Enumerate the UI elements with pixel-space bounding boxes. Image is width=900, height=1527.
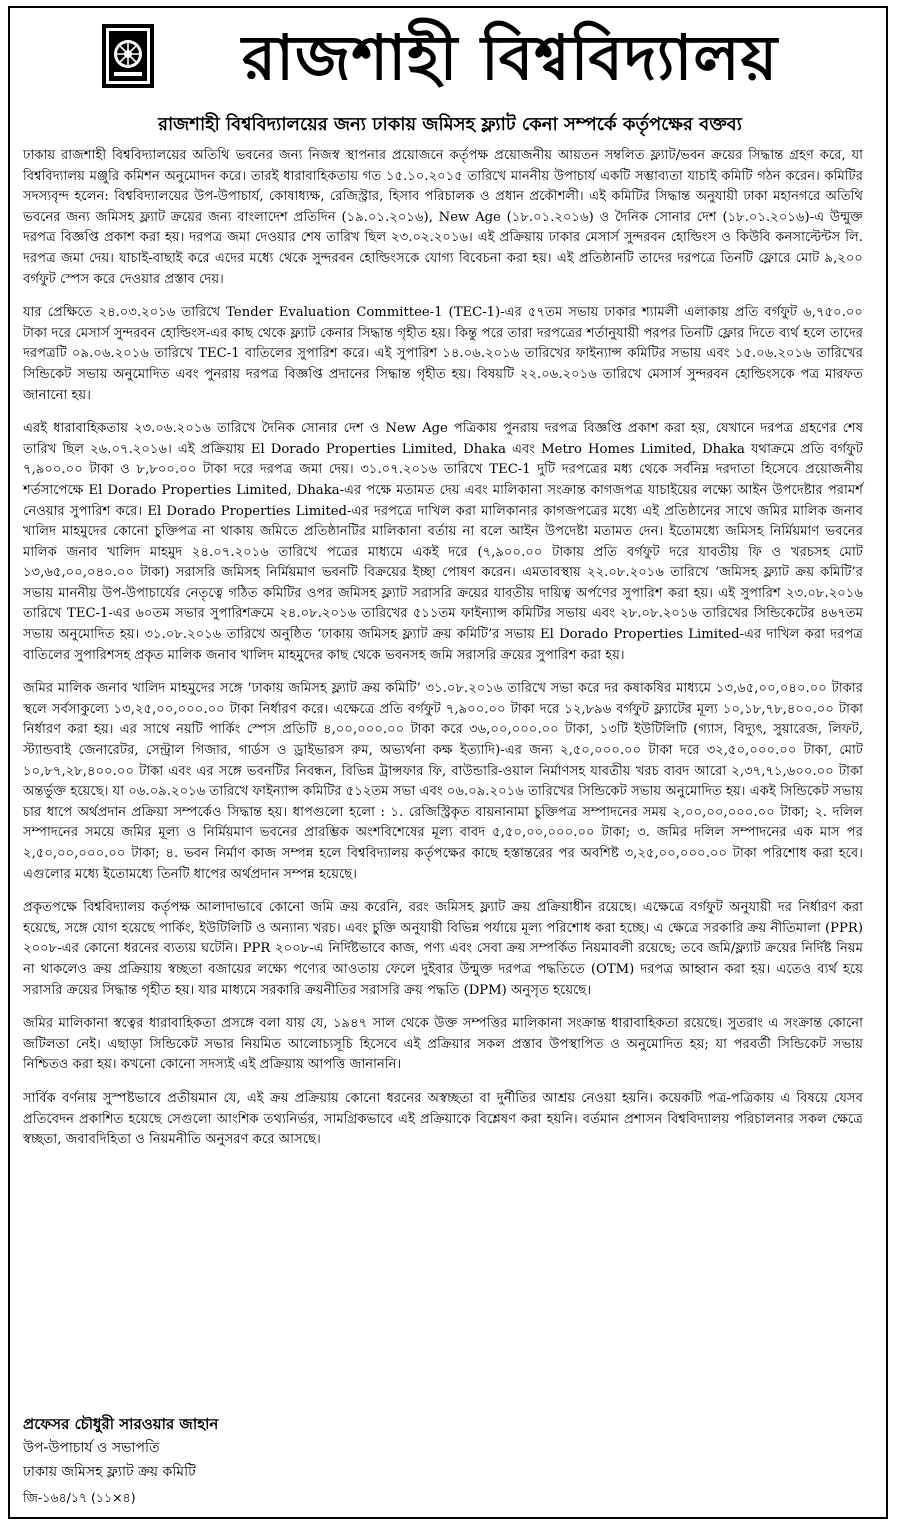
paragraph-7: সার্বিক বর্ণনায় সুস্পষ্টভাবে প্রতীয়মান যে, এই ক্রয় প্রক্রিয়ায় কোনো ধরনের অস্বচ্ছতা বা দুর্নীতির আশ্রয় নেওয়া হয়নি। কয়েকটি পত্র-পত্রিকায় এ বিষয়ে যেসব প্রতিবেদন প্রকাশিত হয়েছে সেগুলো আংশিক তথ্যনির্ভর, সামগ্রিকভাবে এই প্রক্রিয়াকে বিশ্লেষণ করা হয়নি। বর্তমান প্রশাসন বিশ্ববিদ্যালয় পরিচালনার সকল ক্ষেত্রে স্বচ্ছতা, জবাবদিহিতা ও নিয়মনীতি অনুসরণ করে আসছে। <box>23 1090 863 1148</box>
university-crest-icon <box>100 22 156 90</box>
signatory-name: প্রফেসর চৌধুরী সারওয়ার জাহান <box>23 1415 219 1433</box>
paragraph-3: এরই ধারাবাহিকতায় ২৩.০৬.২০১৬ তারিখে দৈনিক সোনার দেশ ও New Age পত্রিকায় পুনরায় দরপত্র বিজ্ঞপ্তি প্রকাশ করা হয়, যেখানে দরপত্র গ্রহণের শেষ তারিখ ছিল ২৬.০৭.২০১৬। এই প্রক্রিয়ায় El Dorado Properties Limited, Dhaka এবং Metro Homes Limited, Dhaka যথাক্রমে প্রতি বর্গফুট ৭,৯০০.০০ টাকা ও ৮,৮০০.০০ টাকা দরে দরপত্র জমা দেয়। ৩১.০৭.২০১৬ তারিখে TEC-1 দুটি দরপত্রের মধ্য থেকে সর্বনিম্ন দরদাতা হিসেবে প্রয়োজনীয় শর্তসাপেক্ষে El Dorado Properties Limited, Dhaka-এর পক্ষে মতামত দেয় এবং মালিকানা সংক্রান্ত কাগজপত্র যাচাইয়ের লক্ষ্যে আইন উপদেষ্টার পরামর্শ নেওয়ার সুপারিশ করে। El Dorado Properties Limited-এর দরপত্রে দাখিল করা মালিকানার কাগজপত্রের মধ্যে এই প্রতিষ্ঠানের সাথে জমির মালিক জনাব খালিদ মাহমুদের কোনো চুক্তিপত্র না থাকায় জমিতে প্রতিষ্ঠানটির মালিকানা বর্তায় না বলে আইন উপদেষ্টা মতামত দেন। ইতোমধ্যে জমিসহ নির্মিয়মাণ ভবনের মালিক জনাব খালিদ মাহমুদ ২৪.০৭.২০১৬ তারিখে পত্রের মাধ্যমে একই দরে (৭,৯০০.০০ টাকায় প্রতি বর্গফুট দরে যাবতীয় ফি ও খরচসহ মোট ১৩,৬৫,০০,০৪০.০০ টাকা) সরাসরি জমিসহ নির্মিয়মাণ ভবনটি বিক্রয়ের ইচ্ছা পোষণ করেন। এমতাবস্থায় ২২.০৮.২০১৬ তারিখে ‘জমিসহ ফ্ল্যাট ক্রয় কমিটি’র সভায় মাননীয় উপ-উপাচার্যের নেতৃত্বে গঠিত কমিটির ওপর জমিসহ ফ্ল্যাট সরাসরি ক্রয়ের যাবতীয় দায়িত্ব অর্পণের সুপারিশ করা হয়। এই সুপারিশ ২৩.০৮.২০১৬ তারিখে TEC-1-এর ৬০তম সভার সুপারিশক্রমে ২৪.০৮.২০১৬ তারিখের ৫১১তম ফাইন্যান্স কমিটির সভায় এবং ২৮.০৮.২০১৬ তারিখের সিন্ডিকেটের ৪৬৭তম সভায় অনুমোদিত হয়। ৩১.০৮.২০১৬ তারিখে অনুষ্ঠিত ‘ঢাকায় জমিসহ ফ্ল্যাট ক্রয় কমিটি’র সভায় El Dorado Properties Limited-এর দাখিল করা দরপত্র বাতিলের সুপারিশসহ প্রকৃত মালিক জনাব খালিদ মাহমুদের কাছ থেকে ভবনসহ জমি সরাসরি ক্রয়ের সুপারিশ করা হয়। <box>23 421 863 663</box>
paragraph-4: জমির মালিক জনাব খালিদ মাহমুদের সঙ্গে ‘ঢাকায় জমিসহ ফ্ল্যাট ক্রয় কমিটি’ ৩১.০৮.২০১৬ তারিখে সভা করে দর কষাকষির মাধ্যমে ১৩,৬৫,০০,০৪০.০০ টাকার স্থলে সর্বসাকুল্যে ১৩,২৫,০০,০০০.০০ টাকা নির্ধারণ করে। এক্ষেত্রে প্রতি বর্গফুট ৭,৯০০.০০ টাকা দরে ১২,৮৯৬ বর্গফুট ফ্ল্যাটের মূল্য ১০,১৮,৭৮,৪০০.০০ টাকা নির্ধারণ করা হয়। এর সাথে নয়টি পার্কিং স্পেস প্রতিটি ৪,০০,০০০.০০ টাকা করে ৩৬,০০,০০০.০০ টাকা, ১৩টি ইউটিলিটি (গ্যাস, বিদ্যুৎ, সুয়ারেজ, লিফট, স্ট্যান্ডবাই জেনারেটর, সেন্ট্রাল গিজার, গার্ডস ও ড্রাইভারস রুম, অভ্যর্থনা কক্ষ ইত্যাদি)-এর জন্য ২,৫০,০০০.০০ টাকা দরে ৩২,৫০,০০০.০০ টাকা, মোট ১০,৮৭,২৮,৪০০.০০ টাকা এবং এর সঙ্গে ভবনটির নিবন্ধন, বিভিন্ন ট্রান্সফার ফি, বাউন্ডারি-ওয়াল নির্মাণসহ যাবতীয় খরচ বাবদ আরো ২,৩৭,৭১,৬০০.০০ টাকা অন্তর্ভুক্ত হয়েছে। যা ০৬.০৯.২০১৬ তারিখে ফাইন্যান্স কমিটির ৫১২তম সভা এবং ০৬.০৯.২০১৬ তারিখের সিন্ডিকেট সভায় অনুমোদিত হয়। একই সিন্ডিকেট সভায় চার ধাপে অর্থপ্রদান প্রক্রিয়া সম্পর্কেও সিদ্ধান্ত হয়। ধাপগুলো হলো : ১. রেজিস্ট্রিকৃত বায়নানামা চুক্তিপত্র সম্পাদনের সময় ২,০০,০০,০০০.০০ টাকা; ২. দলিল সম্পাদনের সময়ে জমির মূল্য ও নির্মিয়মাণ ভবনের প্রারম্ভিক অংশবিশেষের মূল্য বাবদ ৫,৫০,০০,০০০.০০ টাকা; ৩. জমির দলিল সম্পাদনের এক মাস পর ২,৫০,০০,০০০.০০ টাকা; ৪. ভবন নির্মাণ কাজ সম্পন্ন হলে বিশ্ববিদ্যালয় কর্তৃপক্ষের কাছে হস্তান্তরের পর অবশিষ্ট ৩,২৫,০০,০০০.০০ টাকা পরিশোধ করা হবে। এগুলোর মধ্যে ইতোমধ্যে তিনটি ধাপের অর্থপ্রদান সম্পন্ন হয়েছে। <box>23 681 863 882</box>
signatory-designation: উপ-উপাচার্য ও সভাপতি <box>23 1440 160 1456</box>
signatory-committee: ঢাকায় জমিসহ ফ্ল্যাট ক্রয় কমিটি <box>23 1464 196 1480</box>
page-subtitle: রাজশাহী বিশ্ববিদ্যালয়ের জন্য ঢাকায় জমিসহ ফ্ল্যাট কেনা সম্পর্কে কর্তৃপক্ষের বক্তব্য <box>158 114 742 135</box>
paragraph-2: যার প্রেক্ষিতে ২৪.০৩.২০১৬ তারিখে Tender Evaluation Committee-1 (TEC-1)-এর ৫৭তম সভায় ঢাকার শ্যামলী এলাকায় প্রতি বর্গফুট ৬,৭৫০.০০ টাকা দরে মেসার্স সুন্দরবন হোল্ডিংস-এর কাছ থেকে ফ্ল্যাট কেনার সিদ্ধান্ত গৃহীত হয়। কিন্তু পরে তারা দরপত্রের শর্তানুযায়ী পরপর তিনটি ফ্লোর দিতে ব্যর্থ হলে তাদের দরপত্রটি ০৯.০৬.২০১৬ তারিখে TEC-1 বাতিলের সুপারিশ করে। এই সুপারিশ ১৪.০৬.২০১৬ তারিখের ফাইন্যান্স কমিটির সভায় এবং ১৫.০৬.২০১৬ তারিখের সিন্ডিকেট সভায় অনুমোদিত এবং পুনরায় দরপত্র বিজ্ঞপ্তি প্রদানের সিদ্ধান্ত গৃহীত হয়। বিষয়টি ২২.০৬.২০১৬ তারিখে মেসার্স সুন্দরবন হোল্ডিংসকে পত্র মারফত জানানো হয়। <box>23 305 863 403</box>
page-title: রাজশাহী বিশ্ববিদ্যালয় <box>241 21 779 94</box>
paragraph-1: ঢাকায় রাজশাহী বিশ্ববিদ্যালয়ের অতিথি ভবনের জন্য নিজস্ব স্থাপনার প্রয়োজনে কর্তৃপক্ষ প্রয়োজনীয় আয়তন সম্বলিত ফ্ল্যাট/ভবন ক্রয়ের সিদ্ধান্ত গ্রহণ করে, যা বিশ্ববিদ্যালয় মঞ্জুরি কমিশন অনুমোদন করে। তারই ধারাবাহিকতায় গত ১৫.১০.২০১৫ তারিখে মাননীয় উপাচার্য একটি সম্ভাব্যতা যাচাই কমিটি গঠন করেন। কমিটির সদস্যবৃন্দ হলেন: বিশ্ববিদ্যালয়ের উপ-উপাচার্য, কোষাধ্যক্ষ, রেজিস্ট্রার, হিসাব পরিচালক ও প্রধান প্রকৌশলী। এই কমিটির সিদ্ধান্ত অনুযায়ী ঢাকা মহানগরে অতিথি ভবনের জন্য জমিসহ ফ্ল্যাট ক্রয়ের জন্য বাংলাদেশ প্রতিদিন (১৯.০১.২০১৬), New Age (১৮.০১.২০১৬) ও দৈনিক সোনার দেশ (১৮.০১.২০১৬)-এ উন্মুক্ত দরপত্র বিজ্ঞপ্তি প্রকাশ করা হয়। দরপত্র জমা দেওয়ার শেষ তারিখ ছিল ২৩.০২.২০১৬। এই প্রক্রিয়ায় ঢাকার মেসার্স সুন্দরবন হোল্ডিংস ও কিউবি কনসাল্টেন্টস লি. দরপত্র জমা দেয়। যাচাই-বাছাই করে এদের মধ্যে থেকে সুন্দরবন হোল্ডিংসকে যোগ্য বিবেচনা করা হয়। এই প্রতিষ্ঠানটি তাদের দরপত্রে তিনটি ফ্লোরে মোট ৯,২০০ বর্গফুট স্পেস করে দেওয়ার প্রস্তাব দেয়। <box>23 148 863 287</box>
paragraph-6: জমির মালিকানা স্বত্বের ধারাবাহিকতা প্রসঙ্গে বলা যায় যে, ১৯৪৭ সাল থেকে উক্ত সম্পত্তির মালিকানা সংক্রান্ত ধারাবাহিকতা রয়েছে। সুতরাং এ সংক্রান্ত কোনো জটিলতা নেই। এছাড়া সিন্ডিকেট সভার নিয়মিত আলোচ্যসূচি হিসেবে এই প্রক্রিয়ার সকল প্রস্তাব উপস্থাপিত ও অনুমোদিত হয়; যা পরবর্তী সিন্ডিকেট সভায় নিশ্চিতও করা হয়। কখনো কোনো সদস্যই এই প্রক্রিয়ায় আপত্তি জানাননি। <box>23 1016 863 1073</box>
reference-number: জি-১৬৪/১৭ (১১×৪) <box>23 1490 136 1505</box>
paragraph-5: প্রকৃতপক্ষে বিশ্ববিদ্যালয় কর্তৃপক্ষ আলাদাভাবে কোনো জমি ক্রয় করেনি, বরং জমিসহ ফ্ল্যাট ক্রয় প্রক্রিয়াধীন রয়েছে। এক্ষেত্রে বর্গফুট অনুযায়ী দর নির্ধারণ করা হয়েছে, সঙ্গে যোগ হয়েছে পার্কিং, ইউটিলিটি ও অন্যান্য খরচ। এবং চুক্তি অনুযায়ী বিভিন্ন পর্যায়ে মূল্য পরিশোধ করা হচ্ছে। এ ক্ষেত্রে সরকারি ক্রয় নীতিমালা (PPR) ২০০৮-এর কোনো ধরনের ব্যত্যয় ঘটেনি। PPR ২০০৮-এ নির্দিষ্টভাবে কাজ, পণ্য এবং সেবা ক্রয় সম্পর্কিত নিয়মাবলী রয়েছে; তবে জমি/ফ্ল্যাট ক্রয়ের নির্দিষ্ট নিয়ম না থাকলেও ক্রয় প্রক্রিয়ায় স্বচ্ছতা বজায়ের লক্ষ্যে পণ্যের আওতায় ফেলে দুইবার উন্মুক্ত দরপত্র পদ্ধতিতে (OTM) দরপত্র আহ্বান করা হয়। এতেও ব্যর্থ হয়ে সরাসরি ক্রয়ের সিদ্ধান্ত গৃহীত হয়। যার মাধ্যমে সরকারি ক্রয়নীতির সরাসরি ক্রয় পদ্ধতি (DPM) অনুসৃত হয়েছে। <box>23 900 863 998</box>
signature-block <box>23 1412 523 1484</box>
statement-body <box>23 146 863 1164</box>
